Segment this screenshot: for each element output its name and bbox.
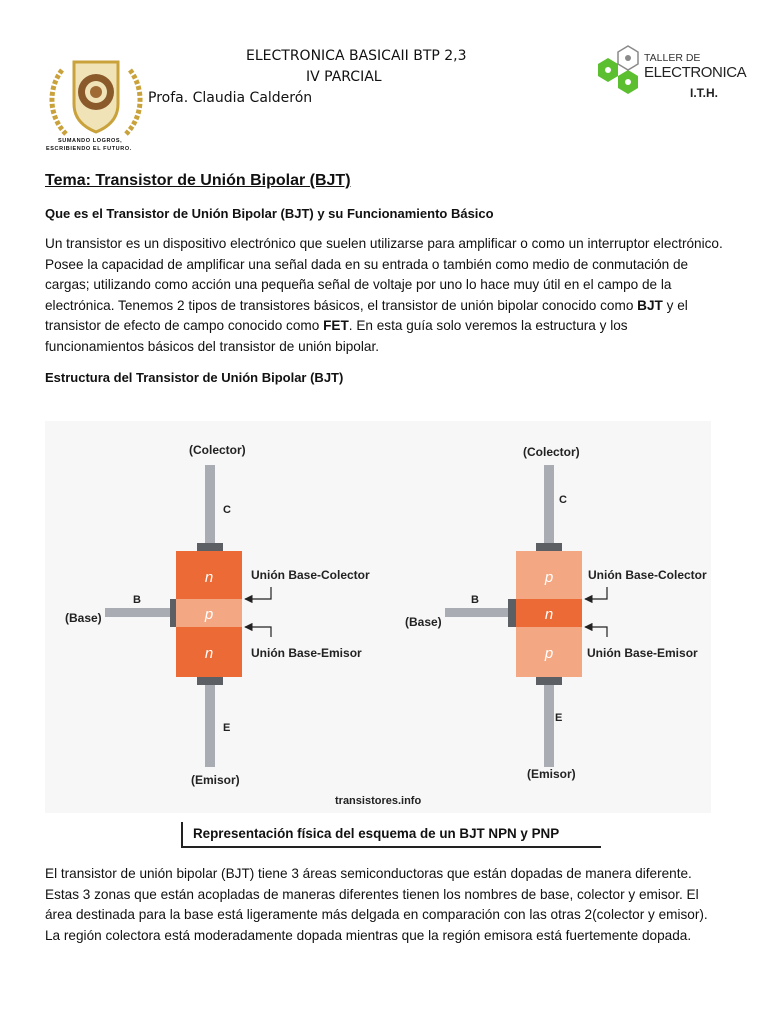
pnp-junction-be-label: Unión Base-Emisor: [587, 646, 698, 660]
exam-period: IV PARCIAL: [306, 69, 382, 85]
topic-title: Tema: Transistor de Unión Bipolar (BJT): [45, 172, 351, 189]
bjt-structure-figure: [45, 421, 711, 813]
pnp-emitter-label: (Emisor): [527, 767, 576, 781]
figure-caption: Representación física del esquema de un BJT NPN y PNP: [193, 826, 560, 841]
npn-collector-label: (Colector): [189, 443, 246, 457]
course-title: ELECTRONICA BASICAII BTP 2,3: [246, 48, 467, 64]
school-motto-1: SUMANDO LOGROS,: [58, 138, 123, 144]
workshop-logo: [594, 38, 747, 104]
school-logo: [44, 48, 148, 156]
workshop-logo-line3: I.T.H.: [690, 86, 719, 100]
npn-junction-be-label: Unión Base-Emisor: [251, 646, 362, 660]
workshop-logo-line1: TALLER DE: [644, 52, 701, 64]
npn-be-arrow: [245, 627, 271, 637]
bjt-diagram: [45, 421, 711, 813]
figure-source: transistores.info: [335, 795, 422, 807]
intro-paragraph: [45, 234, 725, 358]
pnp-base-lead: [445, 608, 515, 617]
npn-transistor: [65, 443, 370, 787]
npn-emitter-lead: [205, 685, 215, 767]
npn-bc-arrow: [245, 587, 271, 599]
npn-junction-bc-label: Unión Base-Colector: [251, 568, 370, 582]
pnp-mid-letter: n: [544, 606, 554, 623]
circuit-hexagon-icon: [594, 38, 646, 100]
pnp-junction-bc-label: Unión Base-Colector: [588, 568, 707, 582]
npn-e-label: E: [223, 722, 231, 734]
pnp-top-letter: p: [544, 569, 554, 586]
pnp-e-label: E: [555, 712, 563, 724]
npn-b-label: B: [133, 594, 141, 606]
npn-top-letter: n: [204, 569, 214, 586]
pnp-b-label: B: [471, 594, 479, 606]
intro-text-b: y el transistor de efecto de campo conocido como: [45, 297, 688, 334]
npn-c-label: C: [223, 504, 231, 516]
npn-collector-contact: [197, 543, 223, 551]
bjt-regions-paragraph: El transistor de unión bipolar (BJT) tiene 3 áreas semiconductoras que están dopadas de manera diferente. Estas 3 zonas que están acopladas de maneras diferentes tienen los nombres de base, colector y emisor. El área destinada para la base está ligeramente más delgada en comparación con las otras 2(colector y emisor). La región colectora está moderadamente dopada mientras que la región emisora está fuertemente dopada.: [45, 866, 708, 943]
pnp-collector-label: (Colector): [523, 445, 580, 459]
pnp-emitter-contact: [536, 677, 562, 685]
section-heading-1: Que es el Transistor de Unión Bipolar (BJT) y su Funcionamiento Básico: [45, 206, 494, 221]
npn-base-lead: [105, 608, 175, 617]
intro-text-a: Un transistor es un dispositivo electrónico que suelen utilizarse para amplificar o como un interruptor electrónico. Posee la capacidad de amplificar una señal dada en su entrada o también como medio de conmutación de cargas; utilizando como acción una pequeña señal de voltaje por uno lo hace muy útil en el campo de la electrónica. Tenemos 2 tipos de transistores básicos, el transistor de unión bipolar conocido como: [45, 236, 723, 313]
pnp-base-label: (Base): [405, 615, 442, 629]
section-heading-2: Estructura del Transistor de Unión Bipolar (BJT): [45, 370, 344, 385]
intro-text-c: . En esta guía solo veremos la estructura y los funcionamientos básicos del transistor de unión bipolar.: [45, 318, 628, 354]
pnp-base-contact: [508, 599, 516, 627]
pnp-transistor: [405, 445, 707, 781]
pnp-collector-contact: [536, 543, 562, 551]
pnp-bottom-letter: p: [544, 645, 554, 662]
npn-mid-letter: p: [204, 606, 214, 623]
npn-emitter-label: (Emisor): [191, 773, 240, 787]
bjt-term: BJT: [637, 297, 663, 313]
npn-base-label: (Base): [65, 611, 102, 625]
npn-bottom-letter: n: [204, 645, 214, 662]
pnp-c-label: C: [559, 494, 567, 506]
pnp-collector-lead: [544, 465, 554, 545]
npn-emitter-contact: [197, 677, 223, 685]
pnp-bc-arrow: [585, 587, 607, 599]
workshop-logo-line2: ELECTRONICA: [644, 64, 747, 81]
school-motto-2: ESCRIBIENDO EL FUTURO.: [46, 146, 132, 152]
npn-collector-lead: [205, 465, 215, 545]
pnp-be-arrow: [585, 627, 607, 637]
fet-term: FET: [323, 318, 349, 334]
figure-caption-box: [181, 822, 601, 848]
teacher-name: Profa. Claudia Calderón: [148, 90, 313, 106]
pnp-emitter-lead: [544, 685, 554, 767]
